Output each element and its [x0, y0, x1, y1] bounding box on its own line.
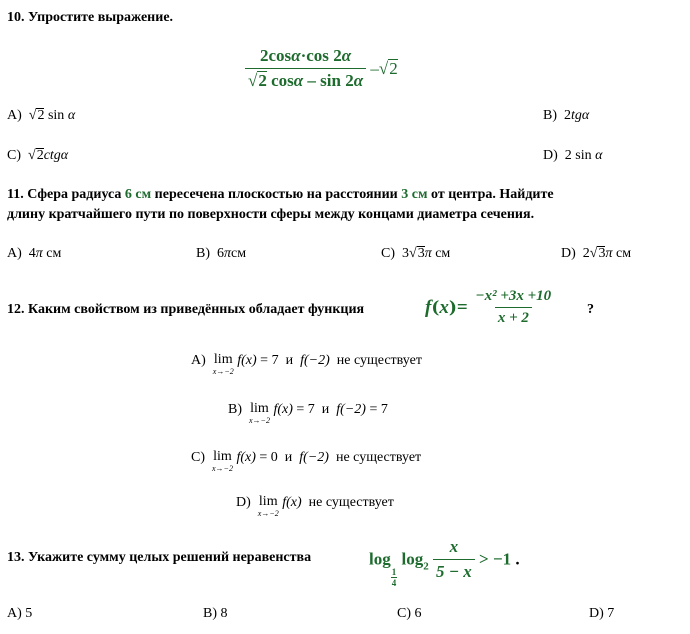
- q11-option-b[interactable]: B) 6πсм: [196, 246, 247, 261]
- q12-function: f(x)= $\frac{\text{−x² +3x +10}}{x + 2}$: [425, 288, 554, 327]
- q11-option-c[interactable]: C) 3√3π см: [381, 246, 451, 261]
- q13-option-b[interactable]: B) 8: [203, 606, 228, 621]
- q11-radius-value: 6 см: [124, 187, 152, 202]
- q10-option-c[interactable]: C) √2ctgα: [7, 148, 69, 163]
- q10-denominator: √2 cosα – sin 2α: [245, 68, 366, 91]
- q10-numerator: 2cosα·cos 2α: [260, 46, 352, 65]
- q12-option-b[interactable]: B) lim x→−2 f(x) = 7 и f(−2) = 7: [228, 401, 388, 425]
- q12-func-denominator: x + 2: [495, 307, 532, 327]
- q12-option-a[interactable]: А) lim x→−2 f(x) = 7 и f(−2) не существует: [191, 352, 422, 376]
- q12-question-mark: ?: [587, 302, 594, 317]
- q13-inequality: log $\frac{1}{4}$ $\log_2$ $\frac{x}{5 - x}$ > −1 .: [369, 537, 520, 589]
- q11-text-line1: 11. Сфера радиуса 6 см пересечена плоскостью на расстоянии 3 см от центра. Найдите: [7, 187, 554, 202]
- q13-option-a[interactable]: А) 5: [7, 606, 33, 621]
- q11-text-line2: длину кратчайшего пути по поверхности сферы между концами диаметра сечения.: [7, 207, 535, 222]
- q12-option-c[interactable]: C) lim x→−2 f(x) = 0 и f(−2) не существует: [191, 449, 422, 473]
- q11-option-d[interactable]: D) 2√3π см: [561, 246, 632, 261]
- q13-option-d[interactable]: D) 7: [589, 606, 615, 621]
- q12-func-numerator: −x² +3x +10: [475, 288, 552, 304]
- q11-distance-value: 3 см: [401, 187, 428, 202]
- q13-title: 13. Укажите сумму целых решений неравенства: [7, 550, 312, 565]
- q12-title: 12. Каким свойством из приведённых обладает функция: [7, 302, 365, 317]
- q10-option-a[interactable]: А) √2 sin α: [7, 108, 76, 123]
- q12-option-d[interactable]: D) lim x→−2 f(x) не существует: [236, 494, 394, 518]
- q10-option-d[interactable]: D) 2 sin α: [543, 148, 603, 163]
- q10-expression: $\frac{2\cos\alpha\cdot\cos 2\alpha}{√2 \cos\alpha - \sin 2\alpha}$ –√2: [245, 46, 398, 91]
- q10-title: 10. Упростите выражение.: [7, 10, 174, 25]
- q10-option-b[interactable]: B) 2tgα: [543, 108, 590, 123]
- q13-option-c[interactable]: C) 6: [397, 606, 422, 621]
- q11-option-a[interactable]: А) 4π см: [7, 246, 62, 261]
